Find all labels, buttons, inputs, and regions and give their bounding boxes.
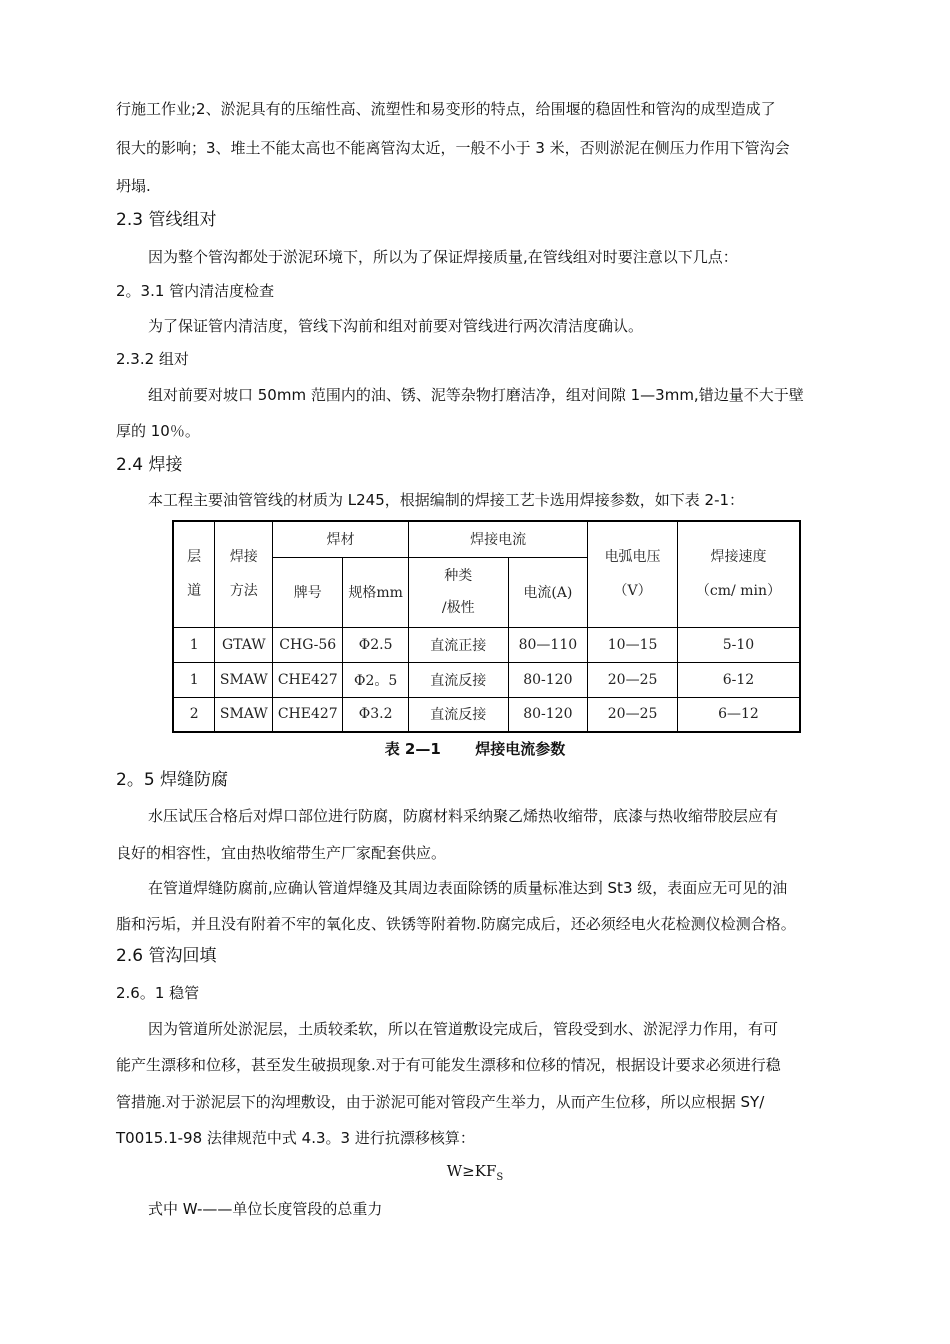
para-2-6-1-line-4: T0015.1-98 法律规范中式 4.3。3 进行抗漂移核算： — [116, 1129, 475, 1147]
para-2-4: 本工程主要油管管线的材质为 L245，根据编制的焊接工艺卡选用焊接参数，如下表 2-1： — [148, 491, 745, 509]
intro-line-2: 很大的影响；3、堆土不能太高也不能离管沟太近，一般不小于 3 米，否则淤泥在侧压力作用下管沟会 — [116, 139, 790, 157]
header-current-group: 焊接电流 — [409, 521, 588, 557]
cell-brand: CHG-56 — [273, 627, 343, 662]
heading-2-3: 2.3 管线组对 — [116, 210, 217, 230]
cell-kind: 直流反接 — [409, 697, 509, 732]
table-caption-title: 焊接电流参数 — [475, 740, 566, 758]
header-speed: 焊接速度 （cm/ min） — [677, 521, 800, 627]
table-row — [173, 662, 800, 697]
intro-line-3: 坍塌. — [116, 177, 151, 195]
para-2-3: 因为整个管沟都处于淤泥环境下，所以为了保证焊接质量,在管线组对时要注意以下几点： — [148, 248, 738, 266]
cell-spec: Φ2.5 — [343, 627, 409, 662]
formula-subscript: S — [496, 1172, 504, 1183]
cell-method: SMAW — [215, 662, 273, 697]
formula-main: W≥KF — [446, 1162, 497, 1180]
cell-brand: CHE427 — [273, 662, 343, 697]
para-2-5-b-line-2: 脂和污垢，并且没有附着不牢的氧化皮、铁锈等附着物.防腐完成后，还必须经电火花检测仪检测合格。 — [116, 915, 796, 933]
cell-layer: 1 — [173, 662, 215, 697]
heading-2-6-1: 2.6。1 稳管 — [116, 984, 200, 1002]
para-2-5-a-line-2: 良好的相容性，宜由热收缩带生产厂家配套供应。 — [116, 844, 447, 862]
heading-2-6: 2.6 管沟回填 — [116, 946, 217, 966]
table-caption-number: 表 2—1 — [384, 740, 441, 758]
header-method: 焊接 方法 — [215, 521, 273, 627]
cell-current: 80—110 — [508, 627, 588, 662]
para-2-6-1-line-2: 能产生漂移和位移，甚至发生破损现象.对于有可能发生漂移和位移的情况，根据设计要求必须进行稳 — [116, 1056, 781, 1074]
cell-voltage: 10—15 — [588, 627, 678, 662]
cell-voltage: 20—25 — [588, 697, 678, 732]
cell-method: SMAW — [215, 697, 273, 732]
cell-kind: 直流反接 — [409, 662, 509, 697]
formula — [0, 1162, 950, 1183]
table-row — [173, 697, 800, 732]
para-2-5-a-line-1: 水压试压合格后对焊口部位进行防腐，防腐材料采纳聚乙烯热收缩带，底漆与热收缩带胶层应有 — [148, 807, 779, 825]
para-2-5-b-line-1: 在管道焊缝防腐前,应确认管道焊缝及其周边表面除锈的质量标准达到 St3 级，表面应无可见的油 — [148, 879, 788, 897]
cell-speed: 6—12 — [677, 697, 800, 732]
cell-current: 80-120 — [508, 662, 588, 697]
header-kind: 种类 /极性 — [409, 557, 509, 627]
cell-spec: Φ2。5 — [343, 662, 409, 697]
para-2-3-2-line-2: 厚的 10％。 — [116, 422, 200, 440]
para-formula-definition: 式中 W-——单位长度管段的总重力 — [148, 1200, 383, 1218]
heading-2-3-2: 2.3.2 组对 — [116, 350, 189, 368]
table-row — [173, 627, 800, 662]
header-layer: 层 道 — [173, 521, 215, 627]
cell-speed: 5-10 — [677, 627, 800, 662]
cell-brand: CHE427 — [273, 697, 343, 732]
cell-layer: 2 — [173, 697, 215, 732]
welding-parameter-table — [172, 520, 801, 733]
cell-layer: 1 — [173, 627, 215, 662]
cell-spec: Φ3.2 — [343, 697, 409, 732]
para-2-3-2-line-1: 组对前要对坡口 50mm 范围内的油、锈、泥等杂物打磨洁净，组对间隙 1—3mm,错边量不大于壁 — [148, 386, 804, 404]
heading-2-4: 2.4 焊接 — [116, 455, 183, 475]
cell-speed: 6-12 — [677, 662, 800, 697]
table-caption — [0, 738, 950, 759]
para-2-6-1-line-1: 因为管道所处淤泥层，土质较柔软，所以在管道敷设完成后，管段受到水、淤泥浮力作用，有可 — [148, 1020, 779, 1038]
header-voltage: 电弧电压 （V） — [588, 521, 678, 627]
cell-current: 80-120 — [508, 697, 588, 732]
heading-2-5: 2。5 焊缝防腐 — [116, 770, 229, 790]
intro-line-1: 行施工作业;2、淤泥具有的压缩性高、流塑性和易变形的特点，给围堰的稳固性和管沟的成型造成了 — [116, 100, 776, 118]
para-2-3-1: 为了保证管内清洁度，管线下沟前和组对前要对管线进行两次清洁度确认。 — [148, 317, 644, 335]
cell-kind: 直流正接 — [409, 627, 509, 662]
header-spec: 规格mm — [343, 557, 409, 627]
cell-method: GTAW — [215, 627, 273, 662]
heading-2-3-1: 2。3.1 管内清洁度检查 — [116, 282, 275, 300]
header-material: 焊材 — [273, 521, 409, 557]
header-brand: 牌号 — [273, 557, 343, 627]
header-current: 电流(A) — [508, 557, 588, 627]
para-2-6-1-line-3: 管措施.对于淤泥层下的沟埋敷设，由于淤泥可能对管段产生举力，从而产生位移，所以应根据 SY/ — [116, 1093, 765, 1111]
cell-voltage: 20—25 — [588, 662, 678, 697]
